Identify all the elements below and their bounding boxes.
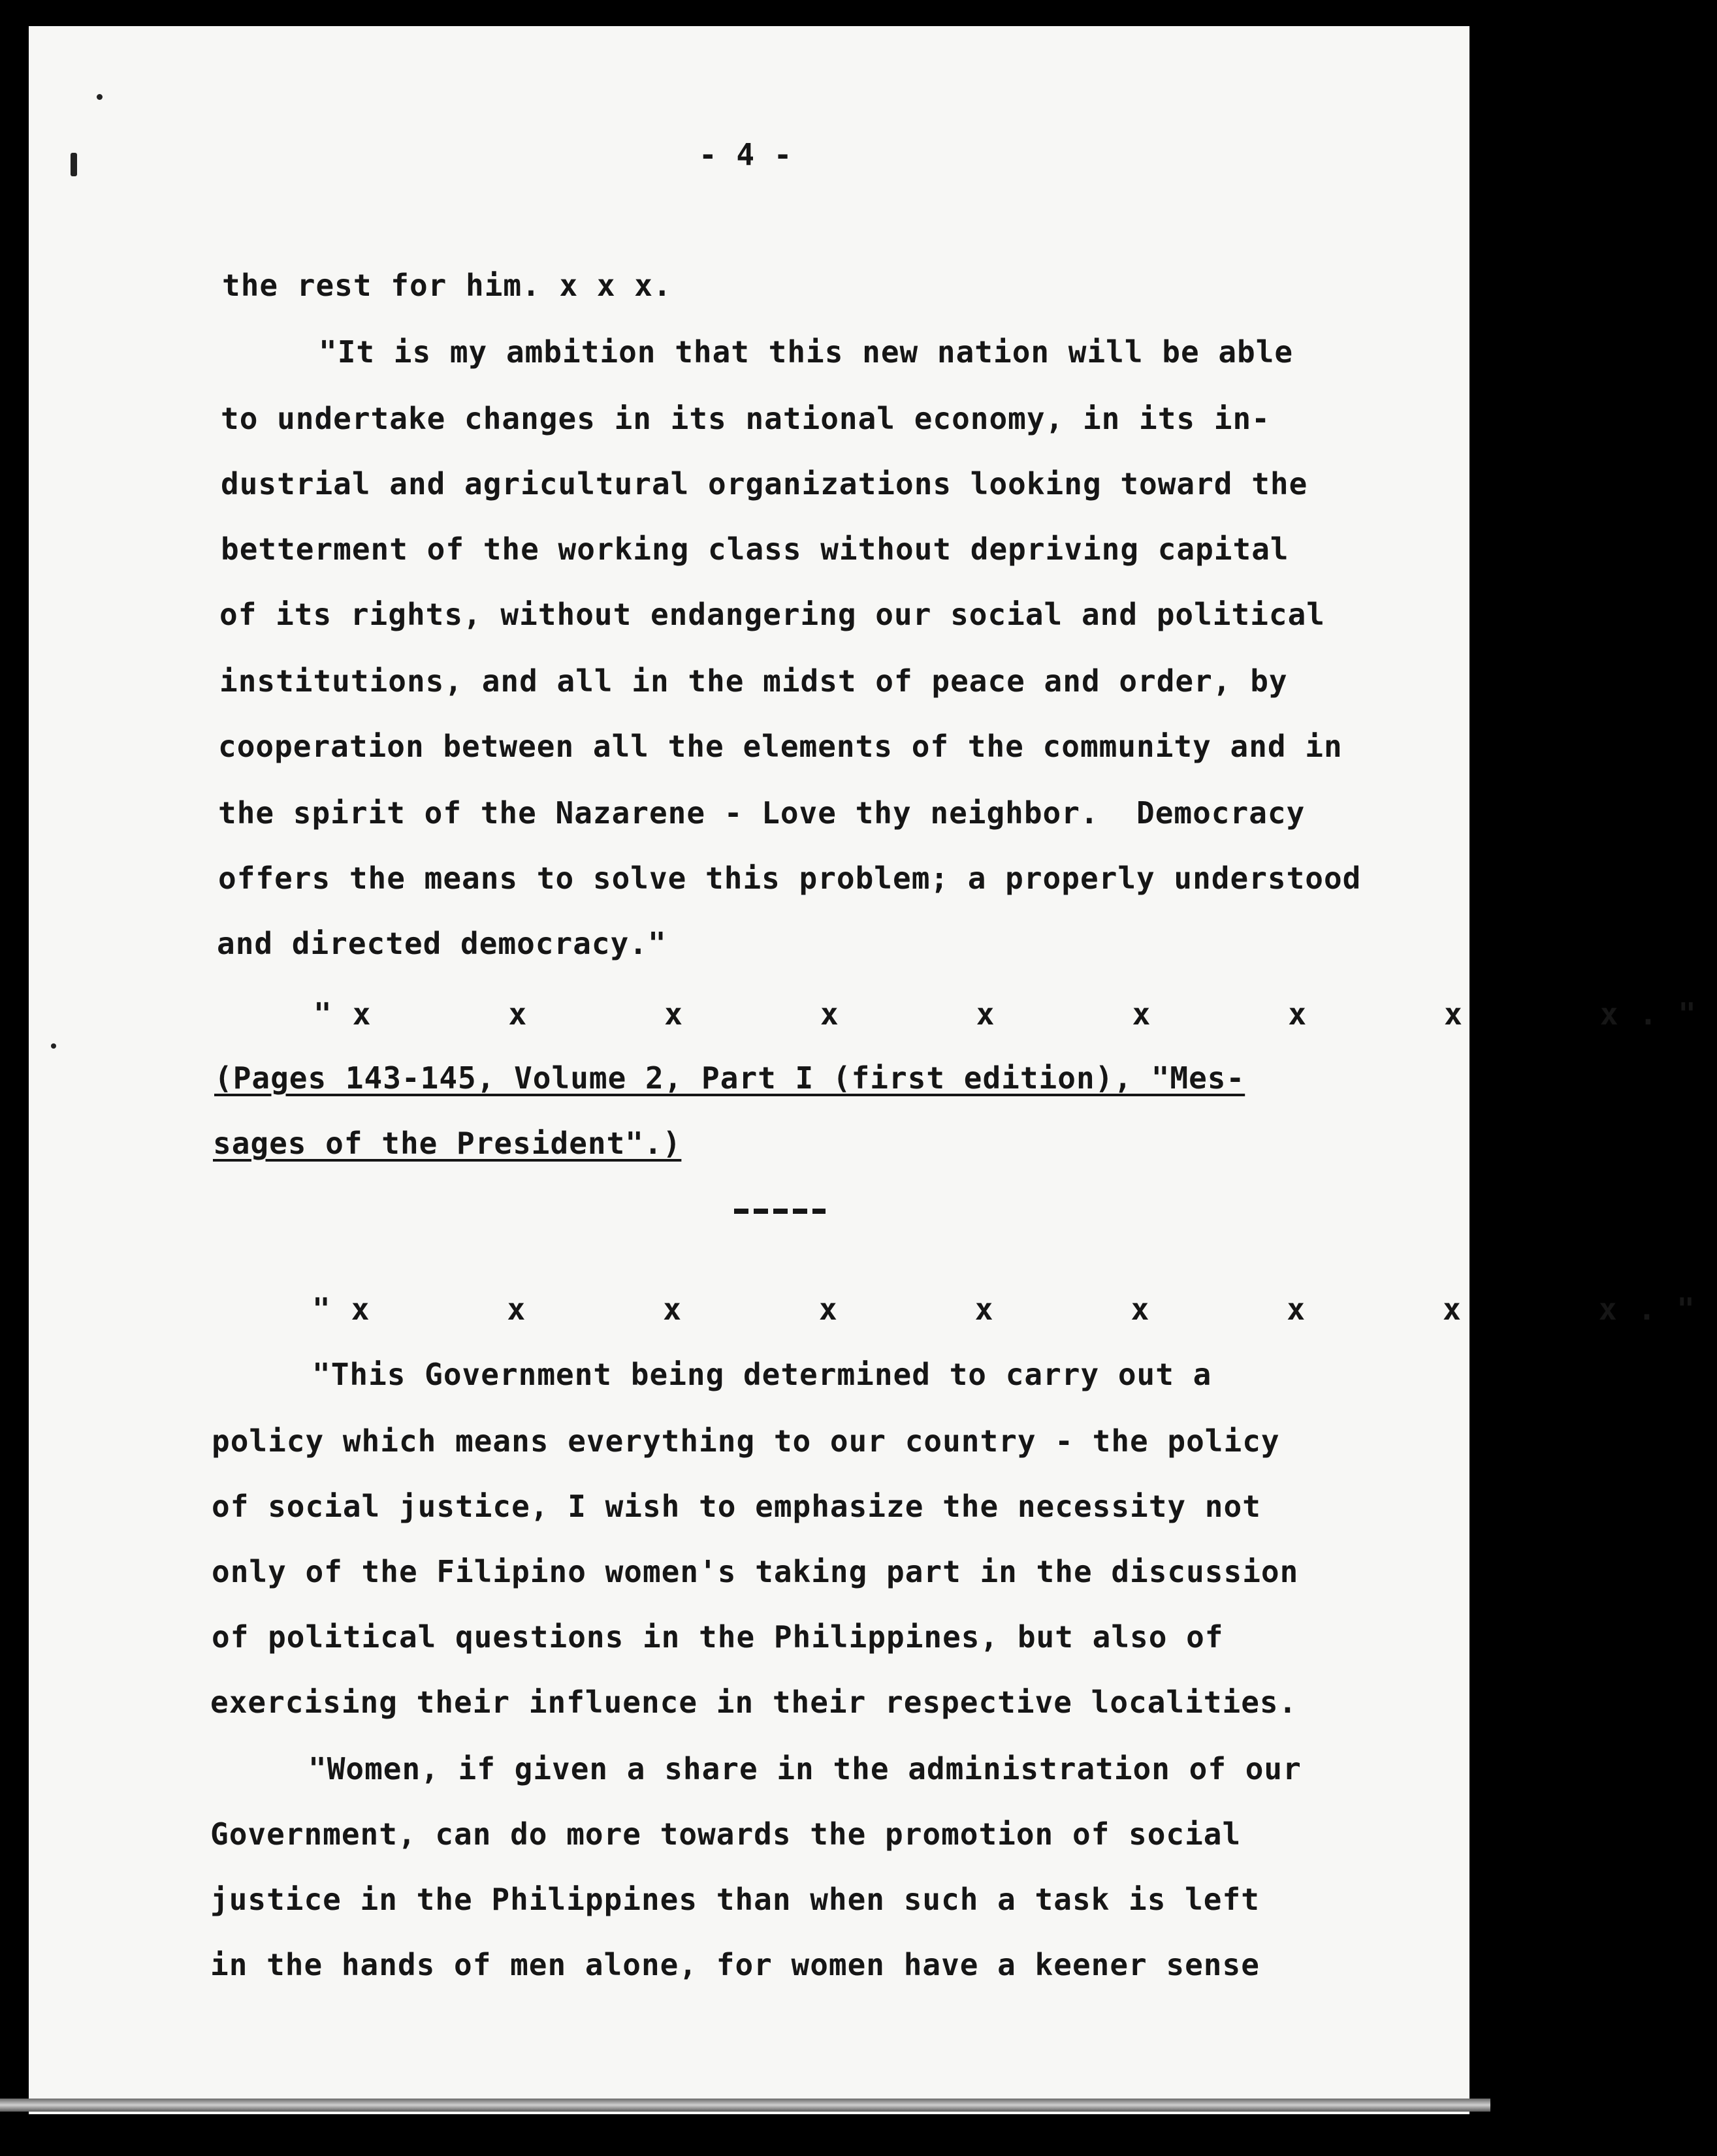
text-line: exercising their influence in their respective localities. [210, 1685, 1298, 1720]
ellipsis-line: "x x x x x x x x x." [312, 1292, 1716, 1327]
text-line: of social justice, I wish to emphasize the necessity not [212, 1489, 1261, 1524]
text-line: only of the Filipino women's taking part in the discussion [212, 1554, 1299, 1589]
text-line: "Women, if given a share in the administration of our [308, 1751, 1302, 1786]
text-line: of its rights, without endangering our social and political [219, 597, 1325, 632]
scan-speck [51, 1043, 56, 1049]
text-line: to undertake changes in its national economy, in its in- [221, 401, 1270, 436]
text-line: Government, can do more towards the promotion of social [210, 1816, 1242, 1852]
scan-speck [97, 94, 103, 100]
text-line: dustrial and agricultural organizations looking toward the [221, 466, 1308, 501]
text-line: policy which means everything to our country - the policy [212, 1423, 1280, 1459]
text-line: the spirit of the Nazarene - Love thy neighbor. Democracy [218, 795, 1306, 831]
text-line: "This Government being determined to carry out a [312, 1357, 1212, 1392]
citation-line: (Pages 143-145, Volume 2, Part I (first edition), "Mes- [214, 1060, 1245, 1096]
text-line: of political questions in the Philippines, but also of [212, 1619, 1224, 1655]
text-line: institutions, and all in the midst of peace and order, by [219, 663, 1288, 699]
separator-dashes [734, 1209, 826, 1214]
scan-edge [0, 2099, 1490, 2112]
scan-speck [71, 153, 77, 176]
text-line: justice in the Philippines than when such a task is left [210, 1882, 1260, 1917]
page-number: - 4 - [699, 137, 793, 172]
text-line: the rest for him. x x x. [222, 268, 672, 303]
ellipsis-line: "x x x x x x x x x." [313, 996, 1717, 1032]
text-line: offers the means to solve this problem; a properly understood [218, 861, 1362, 896]
citation-line: sages of the President".) [213, 1126, 682, 1161]
text-line: in the hands of men alone, for women have a keener sense [210, 1947, 1260, 1982]
text-line: and directed democracy." [217, 926, 667, 961]
text-line: betterment of the working class without depriving capital [221, 531, 1289, 567]
text-line: cooperation between all the elements of the community and in [218, 729, 1343, 764]
text-line: "It is my ambition that this new nation will be able [319, 334, 1294, 370]
